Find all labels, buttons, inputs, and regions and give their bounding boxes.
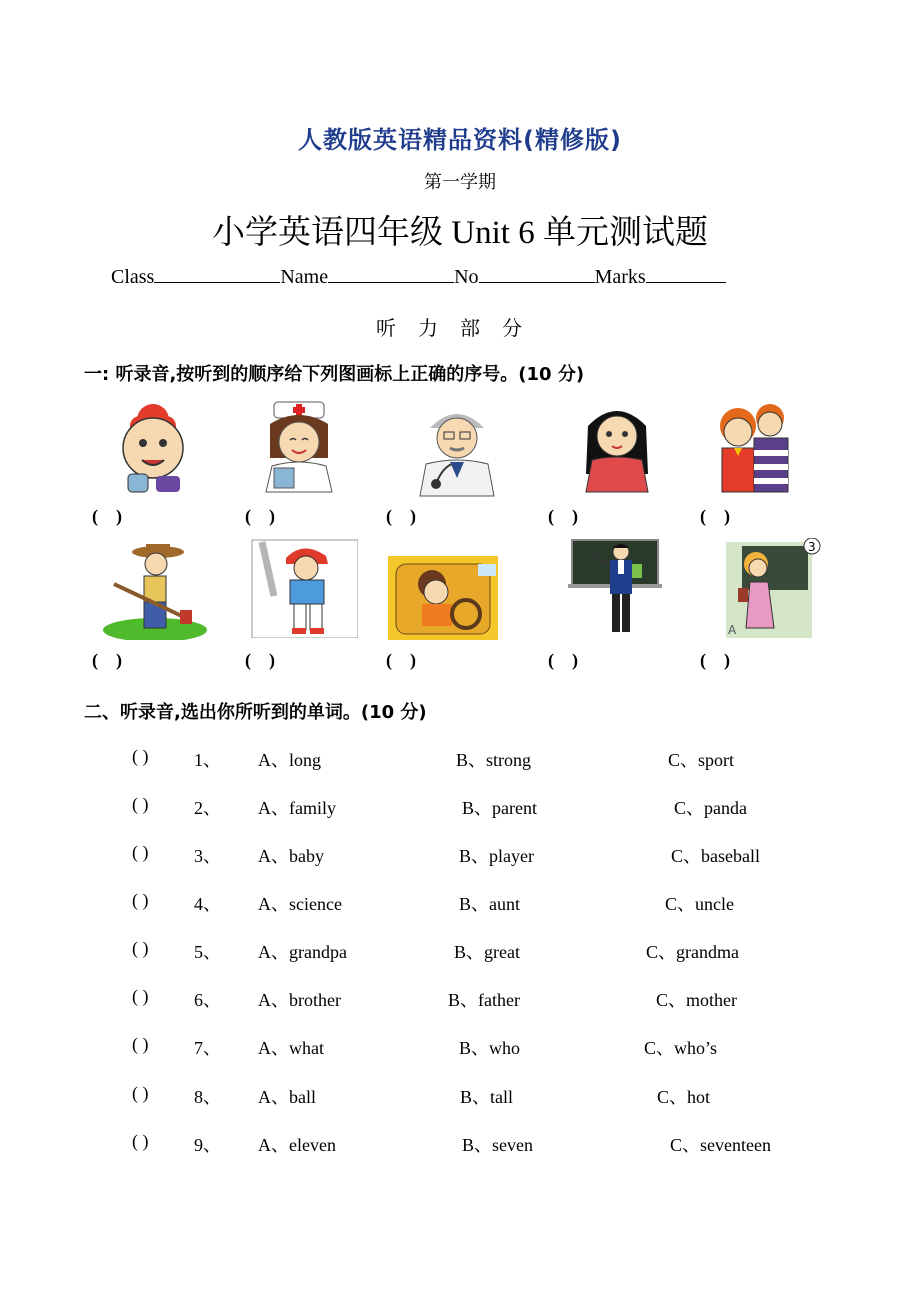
item-number: 8、 — [194, 1087, 221, 1107]
option-c: C、panda — [674, 798, 747, 818]
couple-icon — [698, 396, 808, 496]
option-b: B、player — [459, 846, 534, 866]
option-a: A、family — [258, 798, 336, 818]
nurse-icon — [244, 396, 354, 496]
item-number: 7、 — [194, 1038, 221, 1058]
option-a: A、what — [258, 1038, 324, 1058]
header-title: 人教版英语精品资料(精修版) — [298, 126, 622, 154]
teacher-woman-icon — [722, 538, 832, 638]
answer-paren-4[interactable]: ( ) — [548, 506, 578, 526]
farmer-icon — [100, 540, 210, 640]
option-a: A、ball — [258, 1087, 316, 1107]
choice-row — [0, 794, 920, 824]
answer-paren-3[interactable]: ( ) — [386, 506, 416, 526]
option-b: B、who — [459, 1038, 521, 1058]
item-number: 4、 — [194, 894, 221, 914]
option-c: C、grandma — [646, 942, 739, 962]
teacher-man-icon — [566, 538, 676, 638]
answer-blank[interactable]: ( ) — [132, 1083, 149, 1103]
option-b: B、tall — [460, 1087, 513, 1107]
answer-paren-6[interactable]: ( ) — [92, 650, 122, 670]
choice-row — [0, 938, 920, 968]
option-c: C、who’s — [644, 1038, 718, 1058]
no-blank[interactable] — [479, 264, 595, 283]
student-info-line — [111, 264, 726, 289]
option-c: C、uncle — [665, 894, 734, 914]
page-title: 小学英语四年级 Unit 6 单元测试题 — [212, 215, 708, 251]
answer-blank[interactable]: ( ) — [132, 938, 149, 958]
choice-row — [0, 986, 920, 1016]
option-c: C、sport — [668, 750, 735, 770]
option-a: A、long — [258, 750, 321, 770]
answer-paren-9[interactable]: ( ) — [548, 650, 578, 670]
badge-3: 3 — [808, 540, 816, 554]
option-a: A、baby — [258, 846, 324, 866]
option-a: A、brother — [258, 990, 341, 1010]
choice-row — [0, 1083, 920, 1113]
answer-paren-1[interactable]: ( ) — [92, 506, 122, 526]
choice-row — [0, 1034, 920, 1064]
answer-blank[interactable]: ( ) — [132, 890, 149, 910]
baseball-player-icon — [248, 538, 358, 638]
option-c: C、seventeen — [670, 1135, 771, 1155]
girl-icon — [562, 396, 672, 496]
option-c: C、baseball — [671, 846, 760, 866]
choice-row — [0, 1131, 920, 1161]
choice-row — [0, 842, 920, 872]
answer-paren-8[interactable]: ( ) — [386, 650, 416, 670]
no-label: No — [454, 266, 479, 288]
answer-blank[interactable]: ( ) — [132, 842, 149, 862]
baby-icon — [98, 398, 208, 498]
option-b: B、strong — [456, 750, 532, 770]
marks-blank[interactable] — [646, 264, 726, 283]
item-number: 9、 — [194, 1135, 221, 1155]
marks-label: Marks — [594, 266, 646, 288]
answer-blank[interactable]: ( ) — [132, 986, 149, 1006]
option-b: B、aunt — [459, 894, 520, 914]
answer-paren-7[interactable]: ( ) — [245, 650, 275, 670]
doctor-icon — [402, 398, 512, 498]
option-a: A、eleven — [258, 1135, 336, 1155]
option-c: C、hot — [657, 1087, 711, 1107]
class-label: Class — [111, 266, 155, 288]
driver-icon — [388, 548, 498, 648]
item-number: 2、 — [194, 798, 221, 818]
option-b: B、seven — [462, 1135, 533, 1155]
option-a: A、grandpa — [258, 942, 347, 962]
answer-blank[interactable]: ( ) — [132, 746, 149, 766]
semester-label: 第一学期 — [424, 172, 496, 193]
answer-paren-2[interactable]: ( ) — [245, 506, 275, 526]
answer-paren-10[interactable]: ( ) — [700, 650, 730, 670]
question-2-heading: 二、听录音,选出你所听到的单词。(10 分) — [84, 702, 427, 723]
option-c: C、mother — [656, 990, 737, 1010]
answer-blank[interactable]: ( ) — [132, 1131, 149, 1151]
option-b: B、great — [454, 942, 520, 962]
choice-row — [0, 890, 920, 920]
badge-A: A — [728, 623, 737, 637]
choice-row — [0, 746, 920, 776]
name-blank[interactable] — [328, 264, 454, 283]
answer-paren-5[interactable]: ( ) — [700, 506, 730, 526]
item-number: 5、 — [194, 942, 221, 962]
answer-blank[interactable]: ( ) — [132, 1034, 149, 1054]
item-number: 6、 — [194, 990, 221, 1010]
answer-blank[interactable]: ( ) — [132, 794, 149, 814]
question-1-heading: 一: 听录音,按听到的顺序给下列图画标上正确的序号。(10 分) — [84, 364, 585, 385]
option-b: B、father — [448, 990, 520, 1010]
name-label: Name — [280, 266, 329, 288]
option-a: A、science — [258, 894, 342, 914]
item-number: 3、 — [194, 846, 221, 866]
section-heading: 听力部分 — [376, 316, 544, 340]
class-blank[interactable] — [154, 264, 280, 283]
item-number: 1、 — [194, 750, 221, 770]
option-b: B、parent — [462, 798, 537, 818]
